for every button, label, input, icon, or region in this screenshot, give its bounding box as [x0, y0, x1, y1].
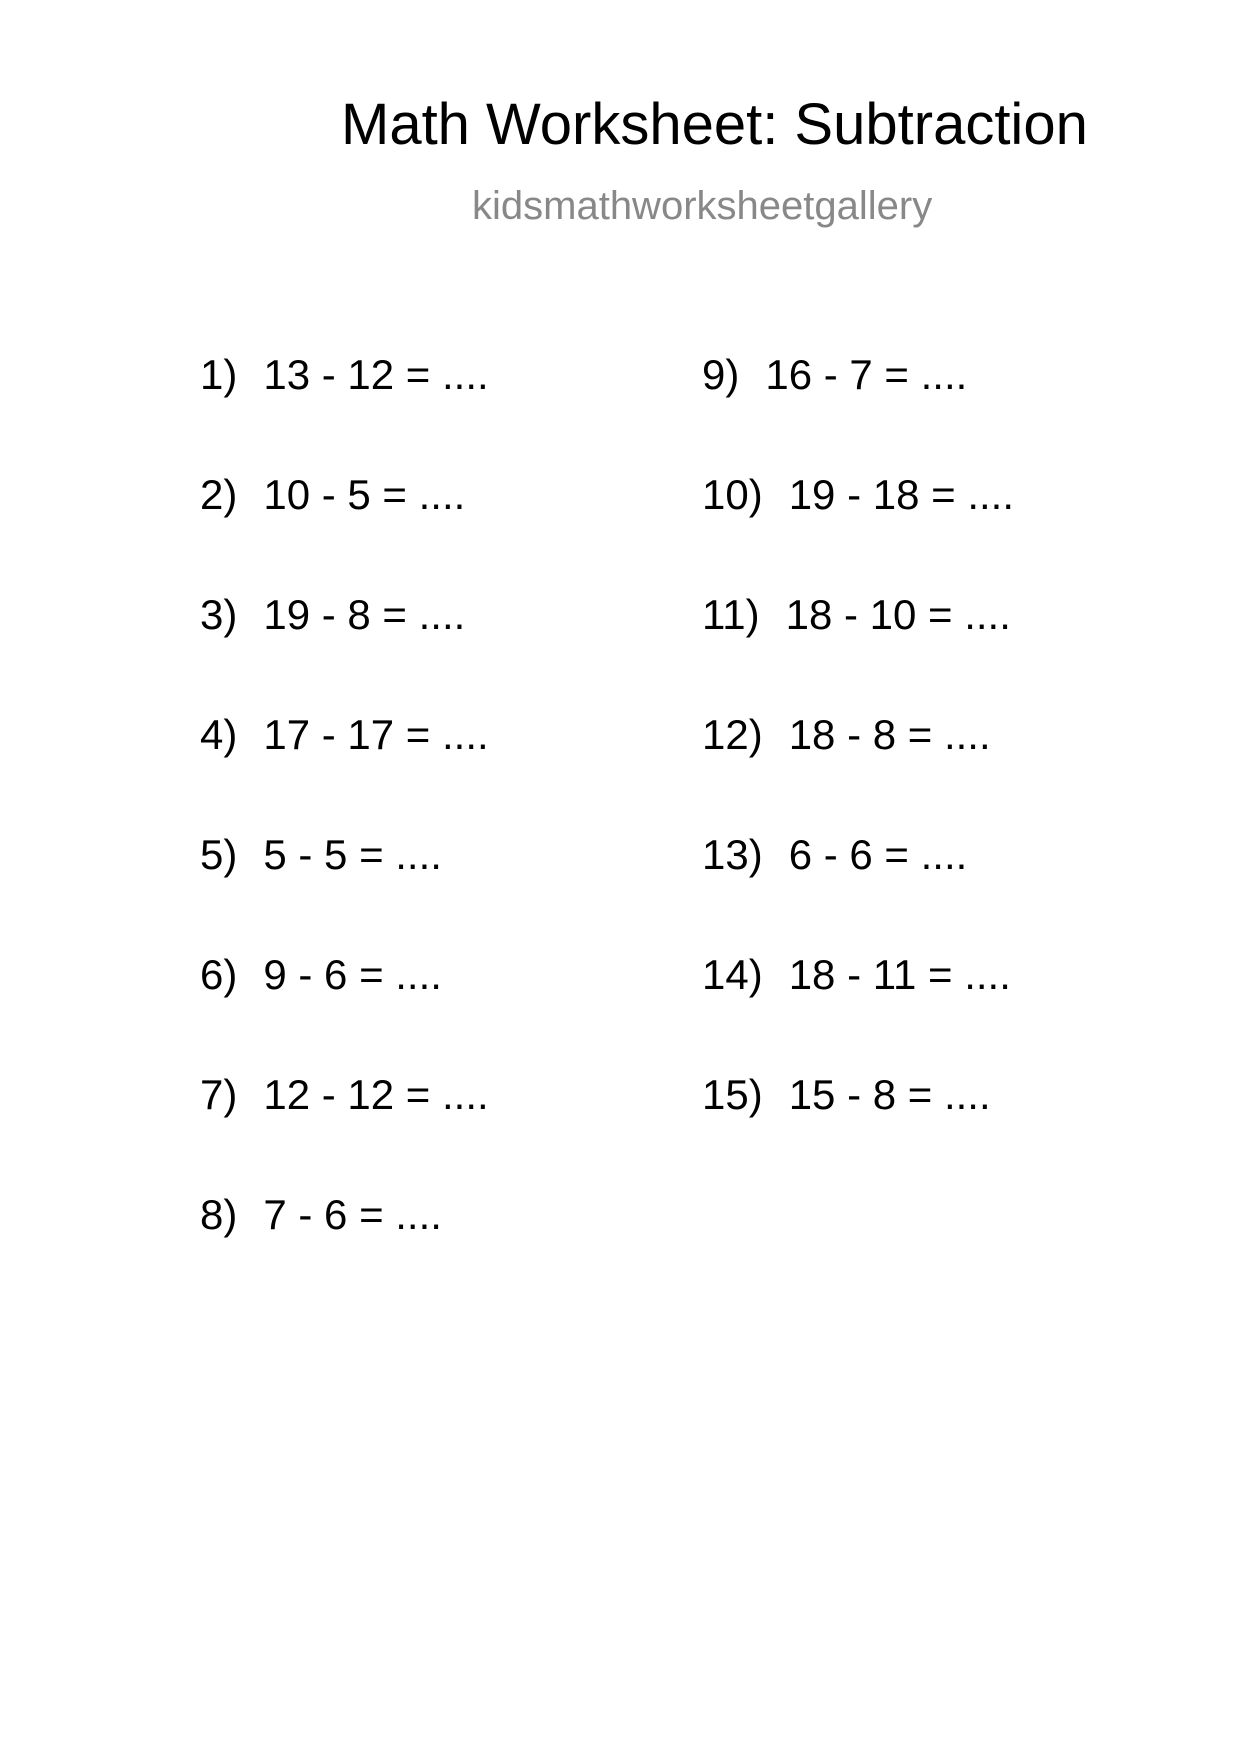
problem-number: 6): [200, 951, 238, 998]
problem-number: 14): [702, 951, 763, 998]
problem-item: [200, 1071, 620, 1194]
problem-expression: 9 - 6 = ....: [263, 951, 442, 998]
problem-item: [200, 711, 620, 834]
problem-number: 13): [702, 831, 763, 878]
problem-expression: 16 - 7 = ....: [765, 351, 968, 398]
problem-expression: 18 - 8 = ....: [788, 711, 991, 758]
problem-expression: 10 - 5 = ....: [263, 471, 466, 518]
problem-number: 9): [702, 351, 740, 398]
problem-item: [702, 591, 1122, 714]
problem-item: [702, 1071, 1122, 1194]
problem-number: 4): [200, 711, 238, 758]
problem-item: [200, 831, 620, 954]
problem-number: 10): [702, 471, 763, 518]
problem-item: [200, 471, 620, 594]
problems-right-column: [702, 351, 1122, 1194]
problem-item: [200, 591, 620, 714]
problem-expression: 15 - 8 = ....: [788, 1071, 991, 1118]
problem-item: [200, 351, 620, 474]
problem-number: 1): [200, 351, 238, 398]
problem-item: [702, 471, 1122, 594]
problem-item: [200, 1191, 620, 1314]
problem-number: 7): [200, 1071, 238, 1118]
problem-number: 15): [702, 1071, 763, 1118]
problem-number: 11): [702, 591, 760, 638]
problem-expression: 18 - 11 = ....: [788, 951, 1011, 998]
problem-item: [702, 951, 1122, 1074]
worksheet-subtitle: kidsmathworksheetgallery: [472, 184, 933, 228]
problem-expression: 12 - 12 = ....: [263, 1071, 489, 1118]
problem-number: 5): [200, 831, 238, 878]
problem-expression: 19 - 8 = ....: [263, 591, 466, 638]
problem-expression: 5 - 5 = ....: [263, 831, 442, 878]
problem-number: 8): [200, 1191, 238, 1238]
problem-number: 3): [200, 591, 238, 638]
problems-left-column: [200, 351, 620, 1314]
problem-expression: 19 - 18 = ....: [788, 471, 1015, 518]
problem-item: [702, 711, 1122, 834]
problem-number: 12): [702, 711, 763, 758]
problem-expression: 7 - 6 = ....: [263, 1191, 442, 1238]
problem-expression: 18 - 10 = ....: [785, 591, 1011, 638]
problem-item: [200, 951, 620, 1074]
problem-expression: 13 - 12 = ....: [263, 351, 489, 398]
problem-item: [702, 831, 1122, 954]
problem-expression: 17 - 17 = ....: [263, 711, 489, 758]
worksheet-title: Math Worksheet: Subtraction: [341, 92, 1088, 157]
problem-expression: 6 - 6 = ....: [788, 831, 968, 878]
problem-number: 2): [200, 471, 238, 518]
problem-item: [702, 351, 1122, 474]
